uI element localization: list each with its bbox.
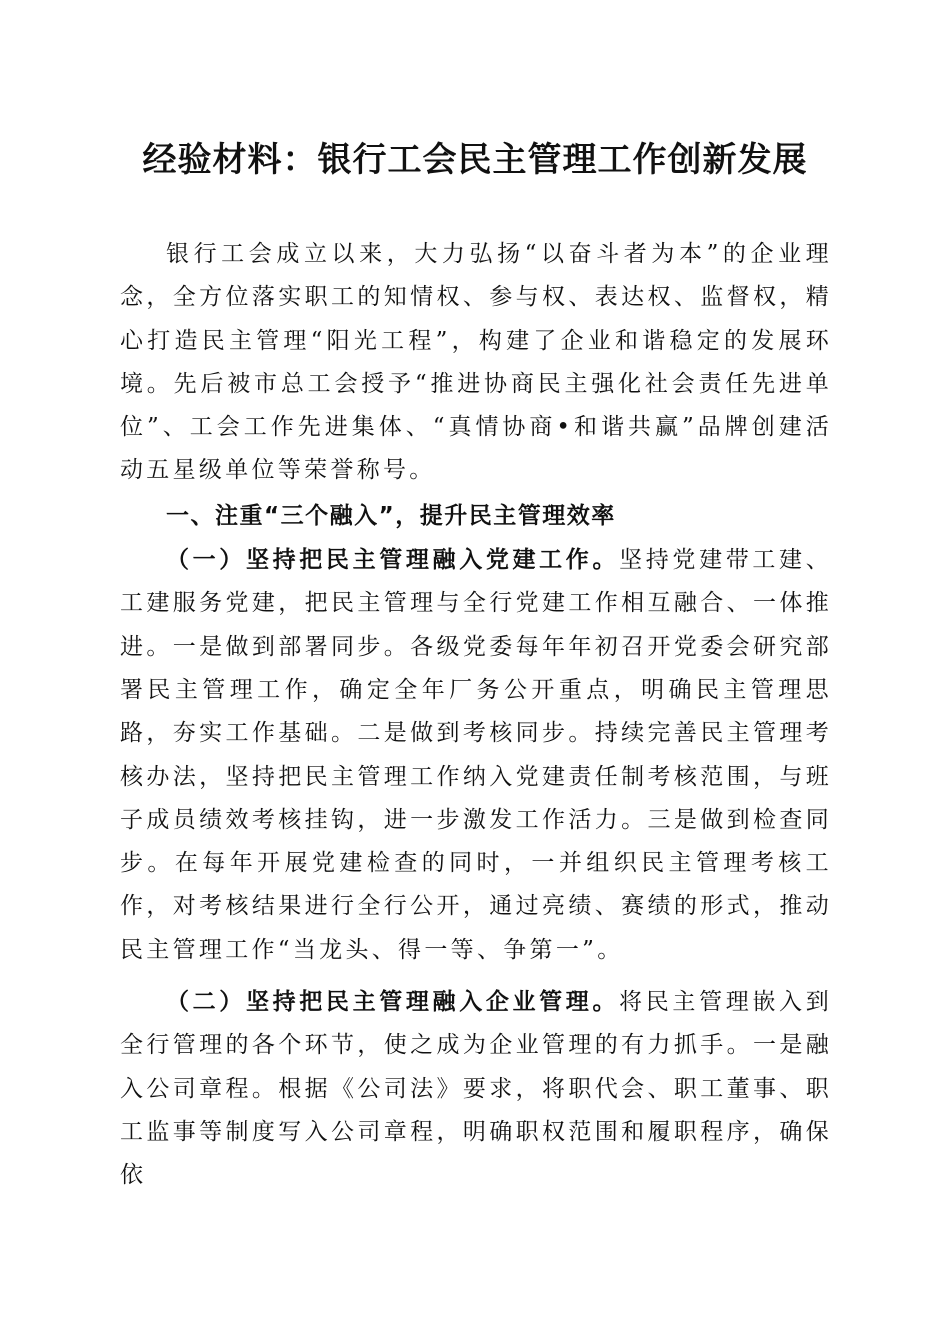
section-heading: 一、注重“三个融入”，提升民主管理效率 <box>166 502 616 529</box>
subsection-text-1: 坚持党建带工建、工建服务党建，把民主管理与全行党建工作相互融合、一体推进。一是做到部署同步。各级党委每年年初召开党委会研究部署民主管理工作，确定全年厂务公开重点，明确民主管理思路，夯实工作基础。二是做到考核同步。持续完善民主管理考核办法，坚持把民主管理工作纳入党建责任制考核范围，与班子成员绩效考核挂钩，进一步激发工作活力。三是做到检查同步。在每年开展党建检查的同时，一并组织民主管理考核工作，对考核结果进行全行公开，通过亮绩、赛绩的形式，推动民主管理工作“当龙头、得一等、争第一”。 <box>120 547 832 963</box>
document-title: 经验材料：银行工会民主管理工作创新发展 <box>142 140 808 180</box>
intro-paragraph: 银行工会成立以来，大力弘扬“以奋斗者为本”的企业理念，全方位落实职工的知情权、参与权、表达权、监督权，精心打造民主管理“阳光工程”，构建了企业和谐稳定的发展环境。先后被市总工会授予“推进协商民主强化社会责任先进单位”、工会工作先进集体、“真情协商•和谐共赢”品牌创建活动五星级单位等荣誉称号。 <box>120 241 832 484</box>
subsection-paragraph-1 <box>120 538 832 972</box>
subsection-lead-2: （二）坚持把民主管理融入企业管理。 <box>166 988 620 1016</box>
subsection-text-2: 将民主管理嵌入到全行管理的各个环节，使之成为企业管理的有力抓手。一是融入公司章程。根据《公司法》要求，将职代会、职工董事、职工监事等制度写入公司章程，明确职权范围和履职程序，确保依 <box>120 989 832 1189</box>
document-body <box>120 233 832 1198</box>
subsection-lead-1: （一）坚持把民主管理融入党建工作。 <box>166 546 620 574</box>
subsection-paragraph-2 <box>120 980 832 1197</box>
